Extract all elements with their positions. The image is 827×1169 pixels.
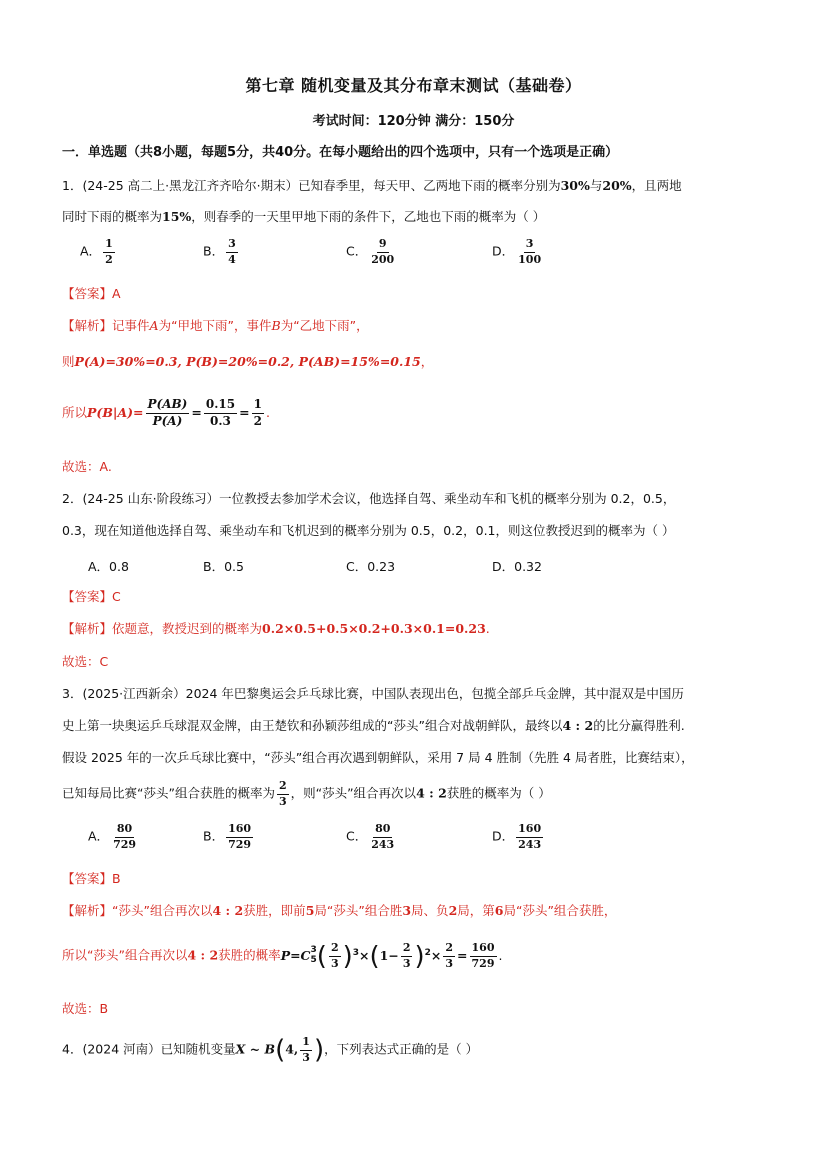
q2-conclusion: 故选：C [62,654,109,669]
fraction-denominator: 2 [253,413,262,428]
q2-stem-line1: 2．(24-25 山东·阶段练习）一位教授去参加学术会议，他选择自驾、乘坐动车和飞机的概率分别为 0.2，0.5， [62,491,676,506]
q3-text: 的比分赢得胜利. [593,718,685,733]
q1-option-a[interactable] [80,238,117,266]
q3-text: 已知每局比赛“莎头”组合获胜的概率为 [62,785,275,801]
fraction-numerator: 2 [443,942,455,957]
formula-p: P=C [280,947,311,963]
fraction-numerator: 2 [277,780,289,795]
analysis-text: 获胜的概率 [218,947,281,963]
score: 4 : 2 [187,947,219,963]
fraction-numerator: 3 [226,238,238,253]
fraction-denominator: 243 [371,837,395,851]
q3-analysis-line2 [62,942,502,970]
q2-option-d[interactable]: D．0.32 [492,559,542,574]
option-fraction [103,238,115,266]
formula-fraction [204,398,237,429]
q1-stem-line1 [62,178,682,193]
option-label: C． [346,828,368,844]
q1-pct3: 15% [162,209,192,224]
q3-analysis-line1 [62,903,616,918]
analysis-text: ， [420,354,434,369]
page-title: 第七章 随机变量及其分布章末测试（基础卷） [245,76,582,95]
score: 4 : 2 [212,903,244,918]
section-heading: 一．单选题（共8小题，每题5分，共40分。在每小题给出的四个选项中，只有一个选项是正确） [62,145,619,160]
analysis-text: . [485,621,490,636]
fraction-numerator: P(AB) [146,398,190,414]
option-fraction [111,823,138,851]
times-sign: × [430,947,442,963]
q1-option-d[interactable] [492,238,545,266]
q1-analysis-line3: 所以P(B|A)= $\frac{P(AB)}{P(A)}$ = $\frac{0.15}{0.3}$ = $\frac{1}{2}$ . [62,397,270,428]
fraction-numerator: 2 [401,942,413,957]
q1-option-c[interactable] [346,238,398,266]
one-minus: 1− [379,947,399,963]
fraction-numerator: 1 [300,1036,312,1051]
fraction-denominator: 4 [228,252,236,266]
q1-stem-line2 [62,209,545,224]
fraction-numerator: 80 [115,823,134,838]
number: 3 [402,903,412,918]
q1-text-end: ，且两地 [631,178,682,193]
q2-stem-line2: 0.3，现在知道他选择自驾、乘坐动车和飞机迟到的概率分别为 0.5，0.2，0.1，则这位教授迟到的概率为（ ） [62,523,675,538]
q1-pct1: 30% [560,178,590,193]
q2-answer: 【答案】C [62,589,121,604]
fraction-denominator: 3 [445,956,454,970]
fraction-numerator: 1 [252,398,264,414]
q3-option-a[interactable] [88,823,140,851]
q1-pct2: 20% [602,178,632,193]
q2-option-b[interactable]: B．0.5 [203,559,244,574]
fraction-denominator: P(A) [152,413,183,428]
option-label: A． [88,828,110,844]
fraction-numerator: 3 [524,238,536,253]
result-fraction [470,942,497,970]
analysis-text: 所以“莎头”组合再次以 [62,947,188,963]
formula-fraction [329,942,341,970]
fraction-denominator: 100 [518,252,542,266]
analysis-text: 所以 [62,404,88,420]
q1-analysis-line1 [62,318,369,333]
random-variable: X ~ B [235,1041,276,1057]
fraction-denominator: 200 [371,252,395,266]
q3-text: 获胜的概率为（ ） [446,785,551,801]
number: 5 [305,903,315,918]
q4-text: 4．(2024 河南）已知随机变量 [62,1041,236,1057]
q3-conclusion: 故选：B [62,1001,109,1016]
q3-stem-line4 [62,780,551,808]
q1-conclusion: 故选：A. [62,459,112,474]
option-fraction [226,823,253,851]
fraction-numerator: 160 [470,942,497,957]
fraction-denominator: 243 [518,837,542,851]
analysis-text: 获胜，即前 [243,903,306,918]
formula-fraction [401,942,413,970]
number: 2 [448,903,458,918]
q4-text: ，下列表达式正确的是（ ） [324,1041,479,1057]
win-probability [277,780,289,808]
combination-top: 3 [310,945,317,956]
q3-text: 史上第一块奥运乒乓球混双金牌，由王楚钦和孙颖莎组成的“莎头”组合对战朝鲜队，最终以 [62,718,563,733]
success-probability [300,1036,312,1064]
q1-text: 1．(24-25 高二上·黑龙江齐齐哈尔·期末）已知春季里，每天甲、乙两地下雨的概率分别为 [62,178,561,193]
q1-answer: 【答案】A [62,286,121,301]
times-sign: × [359,947,370,963]
fraction-numerator: 9 [377,238,389,253]
q4-stem-line1: 4．(2024 河南）已知随机变量X ~ B(4, $\frac{1}{3}$ )，下列表达式正确的是（ ） [62,1035,479,1066]
fraction-denominator: 729 [471,956,495,970]
fraction-denominator: 729 [113,837,137,851]
combination-bottom: 5 [310,955,317,966]
probability-values: P(A)=30%=0.3, P(B)=20%=0.2, P(AB)=15%=0.15 [74,354,421,369]
q1-analysis-line2 [62,354,433,369]
fraction-denominator: 3 [330,956,339,970]
q3-stem-line1: 3．(2025·江西新余）2024 年巴黎奥运会乒乓球比赛，中国队表现出色，包揽全部乒乓金牌，其中混双是中国历 [62,686,684,701]
analysis-text: 【解析】依题意，教授迟到的概率为 [62,621,263,636]
q3-option-b[interactable] [203,823,255,851]
q2-option-a[interactable]: A．0.8 [88,559,129,574]
analysis-text: 局、负 [411,903,449,918]
var-a: A [149,318,159,333]
q1-text2: 同时下雨的概率为 [62,209,163,224]
q3-answer: 【答案】B [62,871,121,886]
fraction-numerator: 160 [516,823,543,838]
q3-stem-line2 [62,718,685,733]
trials: 4, [285,1041,299,1057]
q1-and: 与 [589,178,603,193]
option-fraction [516,823,543,851]
option-fraction [226,238,238,266]
analysis-text: 记事件 [112,318,150,333]
conditional-probability: P(B|A)= [87,404,144,420]
fraction-numerator: 80 [373,823,392,838]
option-label: D． [492,828,515,844]
score: 4 : 2 [416,785,447,801]
fraction-denominator: 729 [228,837,252,851]
formula-fraction [252,398,264,429]
analysis-label: 【解析】 [62,318,113,333]
q3-stem-line3: 假设 2025 年的一次乒乓球比赛中，“莎头”组合再次遇到朝鲜队，采用 7 局 4 胜制（先胜 4 局者胜，比赛结束）， [62,750,694,765]
exponent: 2 [424,947,431,958]
formula-fraction [146,398,190,429]
fraction-denominator: 0.3 [210,413,231,428]
option-fraction [369,238,396,266]
equals-sign: = [457,947,468,963]
analysis-text: 【解析】“莎头”组合再次以 [62,903,213,918]
analysis-text: 局“莎头”组合获胜， [503,903,617,918]
formula-fraction [443,942,455,970]
score: 4 : 2 [562,718,594,733]
option-label: B． [203,828,225,844]
fraction-denominator: 3 [402,956,411,970]
exam-info: 考试时间：120分钟 满分：150分 [312,114,515,129]
fraction-numerator: 160 [226,823,253,838]
fraction-denominator: 3 [302,1050,310,1064]
option-label: A． [80,243,102,259]
option-label: D． [492,243,515,259]
option-label: C． [346,243,368,259]
analysis-text: 为“乙地下雨”， [280,318,369,333]
analysis-text: 为“甲地下雨”，事件 [158,318,272,333]
q3-option-d[interactable] [492,823,545,851]
number: 6 [494,903,504,918]
q2-option-c[interactable]: C．0.23 [346,559,396,574]
option-fraction [369,823,396,851]
analysis-formula: 0.2×0.5+0.5×0.2+0.3×0.1=0.23 [262,621,486,636]
q2-analysis [62,621,490,636]
option-label: B． [203,243,225,259]
var-b: B [271,318,281,333]
fraction-denominator: 2 [105,252,113,266]
fraction-denominator: 3 [278,794,287,808]
binomial-formula: P=C 3 5 ( $\frac{2}{3}$ )$^3$×(1− $\frac{2}{3}$ )$^2$× $\frac{2}{3}$ = $\frac{160}{729}$ . [280,941,503,972]
option-fraction [516,238,543,266]
fraction-numerator: 2 [329,942,341,957]
fraction-numerator: 1 [103,238,115,253]
fraction-numerator: 0.15 [204,398,237,414]
exponent: 3 [352,947,360,958]
analysis-text: 局“莎头”组合胜 [314,903,403,918]
q3-text: ，则“莎头”组合再次以 [290,785,417,801]
analysis-text: 则 [62,354,75,369]
analysis-text: 局，第 [457,903,495,918]
q1-option-b[interactable] [203,238,240,266]
q1-text2-end: ，则春季的一天里甲地下雨的条件下，乙地也下雨的概率为（ ） [191,209,546,224]
q3-option-c[interactable] [346,823,398,851]
